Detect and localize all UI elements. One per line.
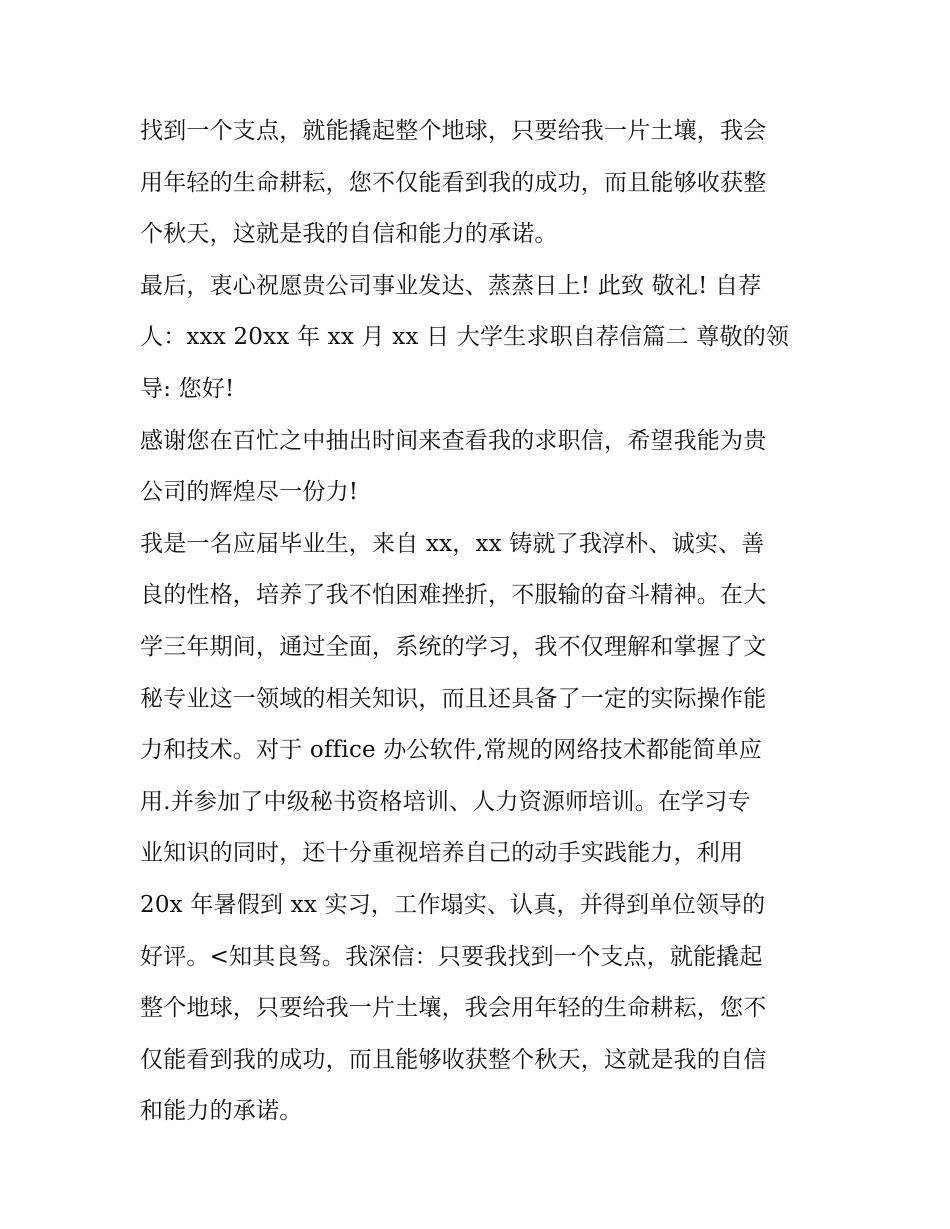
text-line: 秘专业这一领域的相关知识，而且还具备了一定的实际操作能	[140, 685, 767, 712]
text-line: 用年轻的生命耕耘，您不仅能看到我的成功，而且能够收获整	[140, 169, 767, 196]
text-line: 学三年期间，通过全面，系统的学习，我不仅理解和掌握了文	[140, 633, 767, 660]
text-line: 整个地球，只要给我一片土壤，我会用年轻的生命耕耘，您不	[140, 995, 767, 1022]
text-line: 我是一名应届毕业生，来自 xx，xx 铸就了我淳朴、诚实、善	[140, 530, 765, 557]
text-line: 人：xxx 20xx 年 xx 月 xx 日 大学生求职自荐信篇二 尊敬的领	[140, 324, 790, 351]
text-line: 业知识的同时，还十分重视培养自己的动手实践能力，利用	[140, 840, 744, 867]
text-line: 最后，衷心祝愿贵公司事业发达、蒸蒸日上! 此致 敬礼! 自荐	[140, 272, 762, 299]
text-line: 良的性格，培养了我不怕困难挫折，不服输的奋斗精神。在大	[140, 582, 767, 609]
text-line: 公司的辉煌尽一份力!	[140, 479, 359, 506]
text-line: 感谢您在百忙之中抽出时间来查看我的求职信，希望我能为贵	[140, 427, 767, 454]
text-line: 力和技术。对于 office 办公软件,常规的网络技术都能简单应	[140, 737, 763, 764]
text-line: 个秋天，这就是我的自信和能力的承诺。	[140, 221, 558, 248]
text-line: 和能力的承诺。	[140, 1098, 303, 1125]
text-line: 用.并参加了中级秘书资格培训、人力资源师培训。在学习专	[140, 788, 751, 815]
text-line: 仅能看到我的成功，而且能够收获整个秋天，这就是我的自信	[140, 1046, 767, 1073]
document-body	[140, 106, 820, 1138]
text-line: 找到一个支点，就能撬起整个地球，只要给我一片土壤，我会	[140, 118, 767, 144]
text-line: 导: 您好!	[140, 375, 235, 402]
text-line: 20x 年暑假到 xx 实习，工作塌实、认真，并得到单位领导的	[140, 891, 766, 918]
text-line: 好评。<知其良驽。我深信：只要我找到一个支点，就能撬起	[140, 943, 763, 970]
